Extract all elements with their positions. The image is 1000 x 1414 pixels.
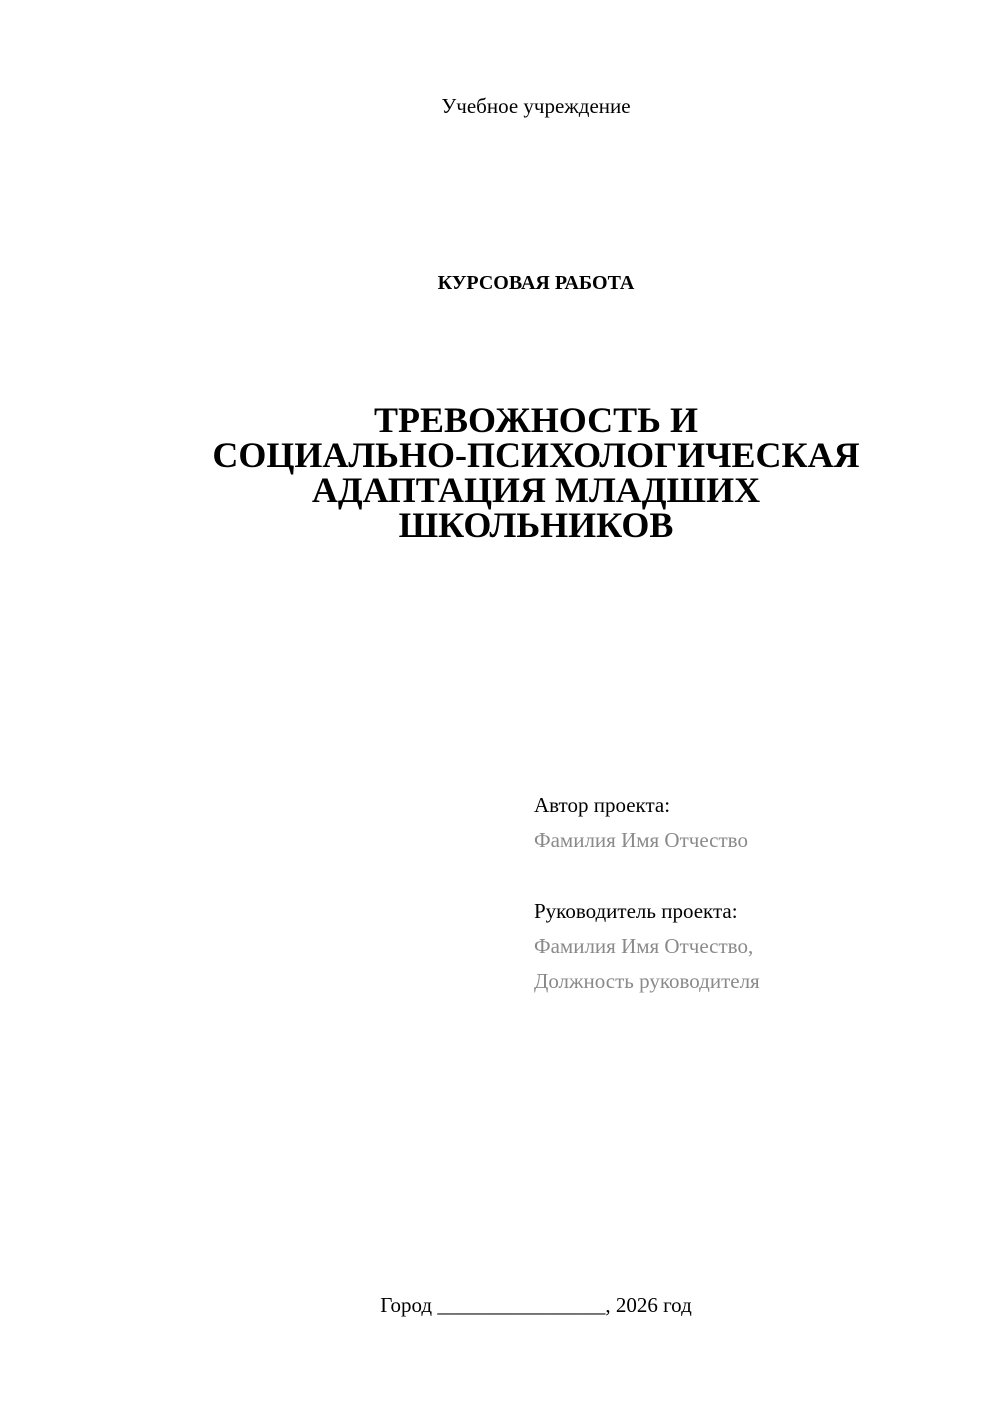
author-label: Автор проекта:	[534, 793, 671, 817]
title-line-3: АДАПТАЦИЯ МЛАДШИХ	[311, 470, 761, 510]
title-line-2: СОЦИАЛЬНО-ПСИХОЛОГИЧЕСКАЯ	[212, 435, 860, 475]
supervisor-name: Фамилия Имя Отчество,	[534, 934, 754, 958]
credits-spacer	[534, 858, 974, 894]
work-type-heading: КУРСОВАЯ РАБОТА	[437, 272, 635, 294]
supervisor-label: Руководитель проекта:	[534, 899, 738, 923]
institution-name: Учебное учреждение	[441, 94, 631, 118]
city-year-line: Город ________________, 2026 год	[380, 1293, 692, 1317]
title-line-4: ШКОЛЬНИКОВ	[398, 505, 674, 545]
author-name: Фамилия Имя Отчество	[534, 828, 748, 852]
title-line-1: ТРЕВОЖНОСТЬ И	[374, 400, 698, 440]
document-title	[0, 400, 1000, 545]
credits-block	[534, 788, 974, 999]
supervisor-position: Должность руководителя	[534, 969, 760, 993]
